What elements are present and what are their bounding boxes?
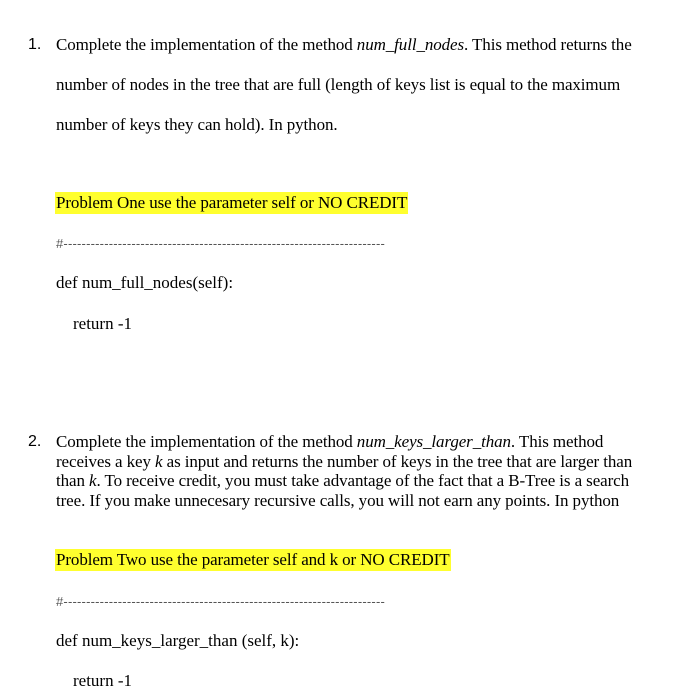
- q2-line-1-suffix: . This method: [510, 432, 604, 451]
- q2-highlight-note: [55, 550, 451, 570]
- q2-number: 2.: [28, 433, 42, 450]
- q2-line-3-suffix: . To receive credit, you must take advantage of the fact that a B-Tree is a search: [96, 471, 629, 490]
- q2-key-k: k: [155, 452, 163, 471]
- q1-comment-separator: #-----------------------------------------------------------------------: [56, 236, 385, 251]
- q2-line-2: [56, 452, 632, 472]
- q1-return-line: return -1: [73, 314, 133, 333]
- q2-line-3: [56, 471, 629, 491]
- q1-number: 1.: [28, 36, 42, 53]
- q2-line-1-prefix: Complete the implementation of the method: [56, 432, 357, 451]
- q1-highlight-text: Problem One use the parameter self or NO CREDIT: [56, 193, 408, 212]
- q1-def-line: def num_full_nodes(self):: [56, 273, 234, 292]
- q2-comment-separator: #-----------------------------------------------------------------------: [56, 594, 385, 609]
- q2-return-line: return -1: [73, 671, 133, 690]
- q1-line-1: [56, 35, 632, 55]
- q1-line-2: number of nodes in the tree that are full (length of keys list is equal to the maximum: [56, 75, 621, 94]
- q2-line-1: [56, 432, 603, 452]
- q2-highlight-text: Problem Two use the parameter self and k or NO CREDIT: [56, 550, 450, 569]
- q1-line-3: number of keys they can hold). In python.: [56, 115, 338, 134]
- q2-line-3-prefix: than: [56, 471, 90, 490]
- q1-highlight-note: [55, 193, 408, 213]
- q2-line-2-prefix: receives a key: [56, 452, 156, 471]
- q2-line-4: tree. If you make unnecesary recursive calls, you will not earn any points. In python: [56, 491, 620, 510]
- q2-key-k-2: k: [89, 471, 97, 490]
- q2-line-2-suffix: as input and returns the number of keys in the tree that are larger than: [162, 452, 633, 471]
- q2-def-line: def num_keys_larger_than (self, k):: [56, 631, 300, 650]
- q1-method-name: num_full_nodes: [356, 35, 465, 54]
- q1-line-1-prefix: Complete the implementation of the method: [56, 35, 357, 54]
- q2-method-name: num_keys_larger_than: [356, 432, 511, 451]
- q1-line-1-suffix: . This method returns the: [464, 35, 632, 54]
